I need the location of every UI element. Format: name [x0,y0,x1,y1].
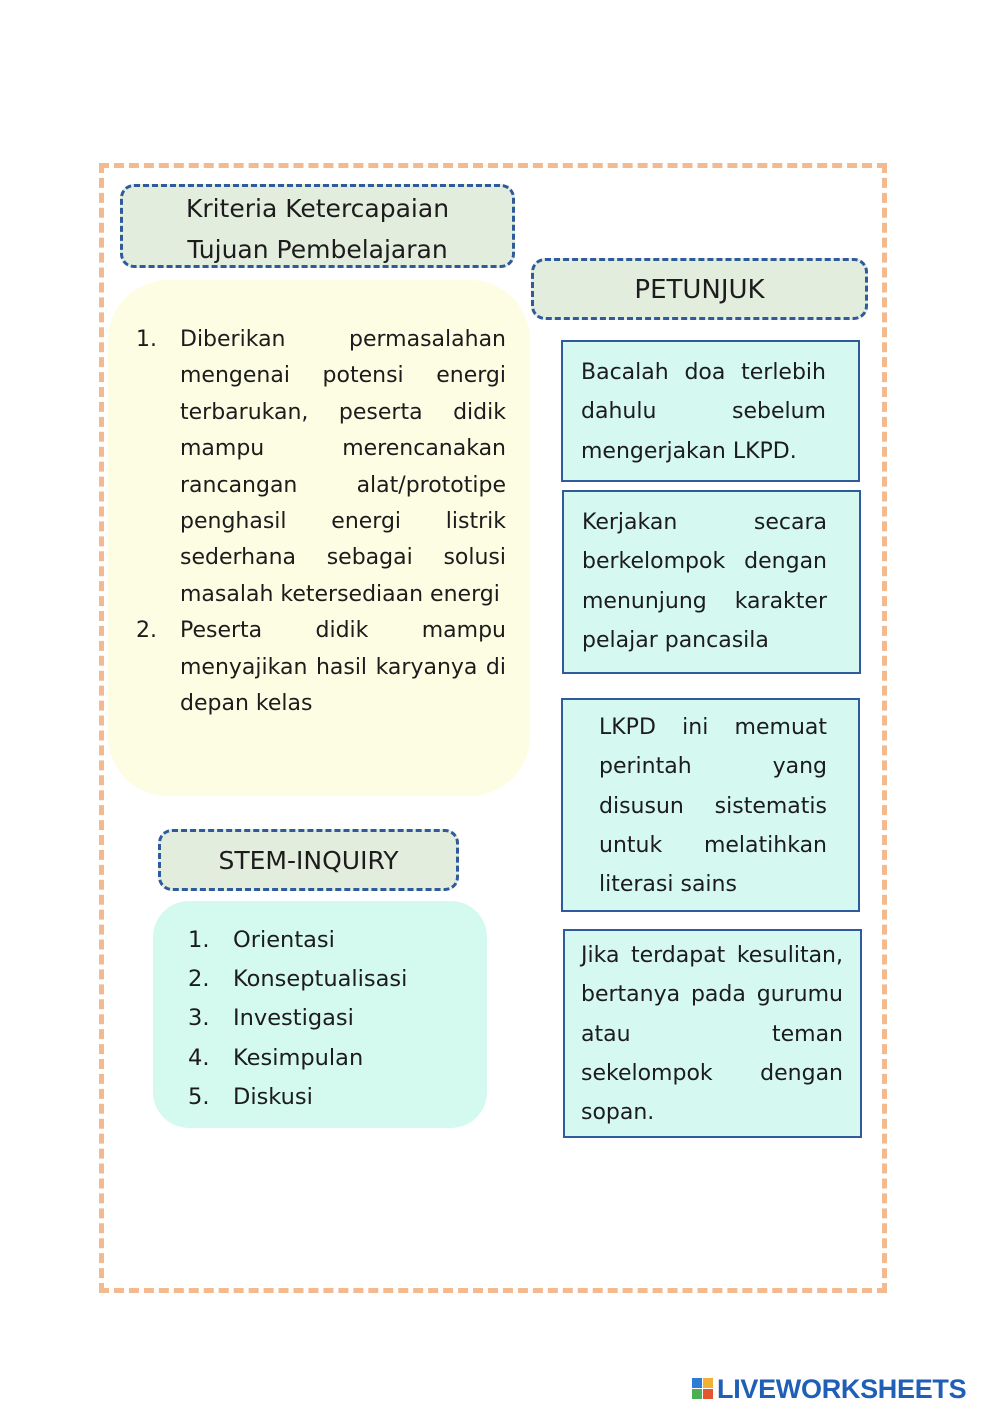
instruction-box-lkpd-content: LKPD ini memuat perintah yang disusun sistematis untuk melatihkan literasi sains [561,698,860,912]
liveworksheets-logo-icon [692,1378,714,1400]
instruction-box-ask-teacher: Jika terdapat kesulitan, bertanya pada gurumu atau teman sekelompok dengan sopan. [563,929,862,1138]
objective-text: Diberikan permasalahan mengenai potensi energi terbarukan, peserta didik mampu merencanakan rancangan alat/prototipe penghasil energi listrik sederhana sebagai solusi masalah ketersediaan energi [180,327,506,607]
kktp-title [120,184,515,268]
objective-number: 2. [136,618,157,644]
objectives-list [130,322,506,722]
stem-step [188,960,407,999]
stem-step-number: 5. [188,1083,210,1110]
stem-step-label: Kesimpulan [233,1044,364,1071]
stem-step-label: Diskusi [233,1083,313,1110]
stem-step-number: 4. [188,1044,210,1071]
stem-step [188,999,407,1038]
stem-step [188,1078,407,1117]
stem-step-label: Konseptualisasi [233,966,408,993]
kktp-title-line1: Kriteria Ketercapaian [185,194,450,223]
stem-step-label: Investigasi [233,1005,354,1032]
petunjuk-title: PETUNJUK [531,258,868,320]
objective-item [130,322,506,613]
stem-step-number: 3. [188,1005,210,1032]
objective-text: Peserta didik mampu menyajikan hasil karyanya di depan kelas [180,618,506,717]
liveworksheets-brand: LIVEWORKSHEETS [717,1373,967,1404]
stem-step-label: Orientasi [233,927,335,953]
instruction-box-pray: Bacalah doa terlebih dahulu sebelum mengerjakan LKPD. [561,340,860,482]
stem-inquiry-title: STEM-INQUIRY [158,829,459,891]
objective-item [130,613,506,722]
stem-step-number: 2. [188,966,210,993]
stem-step [188,1039,407,1078]
objective-number: 1. [136,327,157,352]
instruction-box-group-work: Kerjakan secara berkelompok dengan menunjung karakter pelajar pancasila [562,490,861,674]
kktp-title-line2: Tujuan Pembelajaran [187,235,448,264]
stem-steps-list [188,921,407,1117]
liveworksheets-footer [692,1373,992,1405]
stem-step-number: 1. [188,927,210,953]
stem-step [188,921,407,960]
